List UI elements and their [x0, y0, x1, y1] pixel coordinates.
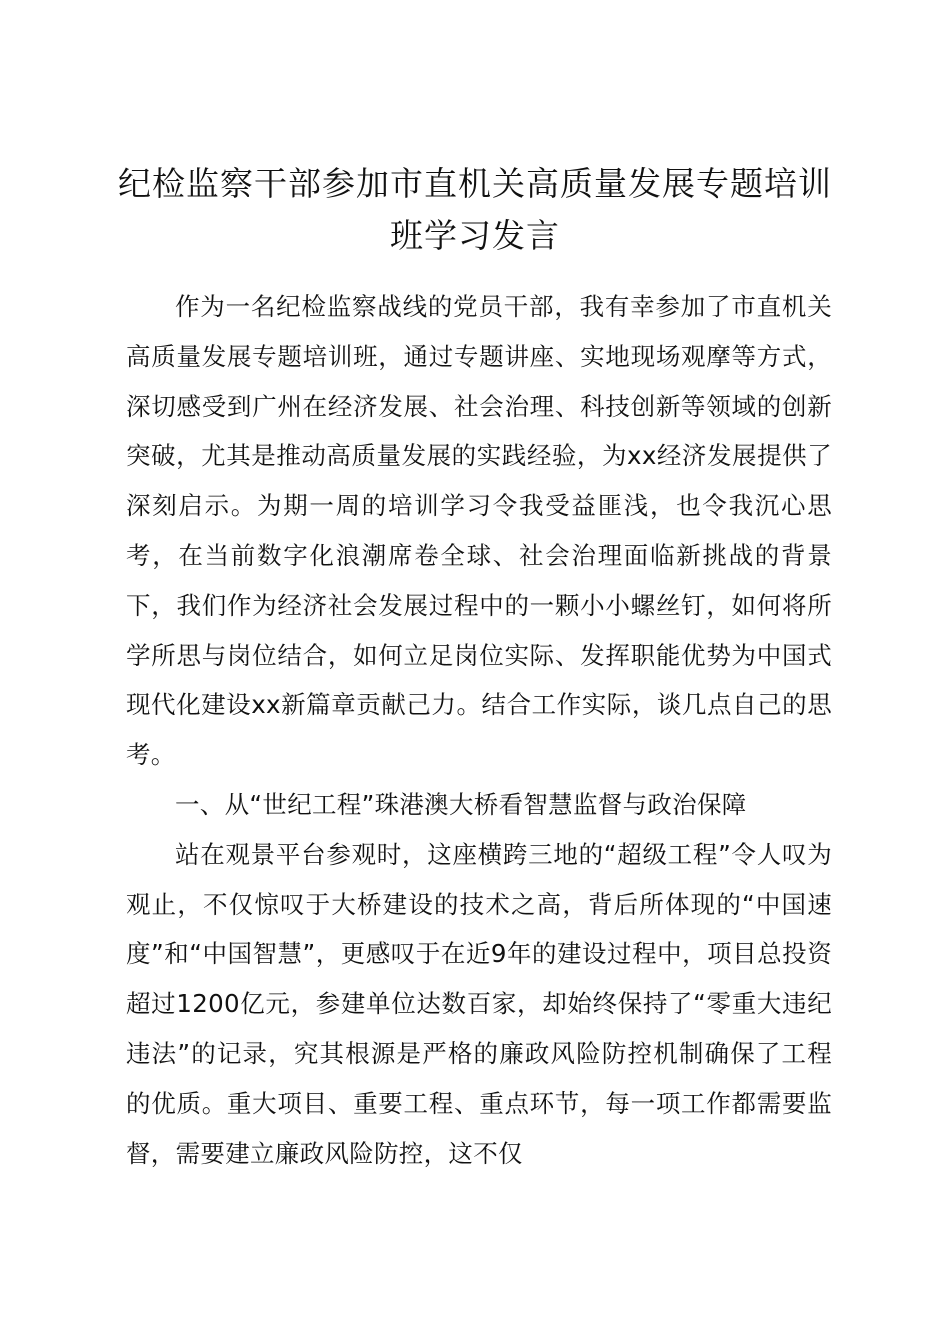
- document-body: [126, 282, 832, 1178]
- section-heading: 一、从“世纪工程”珠港澳大桥看智慧监督与政治保障: [175, 789, 747, 819]
- intro-paragraph: 作为一名纪检监察战线的党员干部，我有幸参加了市直机关高质量发展专题培训班，通过专题讲座、实地现场观摩等方式，深切感受到广州在经济发展、社会治理、科技创新等领域的创新突破，尤其是推动高质量发展的实践经验，为xx经济发展提供了深刻启示。为期一周的培训学习令我受益匪浅，也令我沉心思考，在当前数字化浪潮席卷全球、社会治理面临新挑战的背景下，我们作为经济社会发展过程中的一颗小小螺丝钉，如何将所学所思与岗位结合，如何立足岗位实际、发挥职能优势为中国式现代化建设xx新篇章贡献己力。结合工作实际，谈几点自己的思考。: [126, 292, 832, 770]
- document-title: 纪检监察干部参加市直机关高质量发展专题培训班学习发言: [118, 164, 832, 255]
- section-paragraph: 站在观景平台参观时，这座横跨三地的“超级工程”令人叹为观止，不仅惊叹于大桥建设的技术之高，背后所体现的“中国速度”和“中国智慧”，更感叹于在近9年的建设过程中，项目总投资超过1200亿元，参建单位达数百家，却始终保持了“零重大违纪违法”的记录，究其根源是严格的廉政风险防控机制确保了工程的优质。重大项目、重要工程、重点环节，每一项工作都需要监督，需要建立廉政风险防控，这不仅: [126, 839, 832, 1168]
